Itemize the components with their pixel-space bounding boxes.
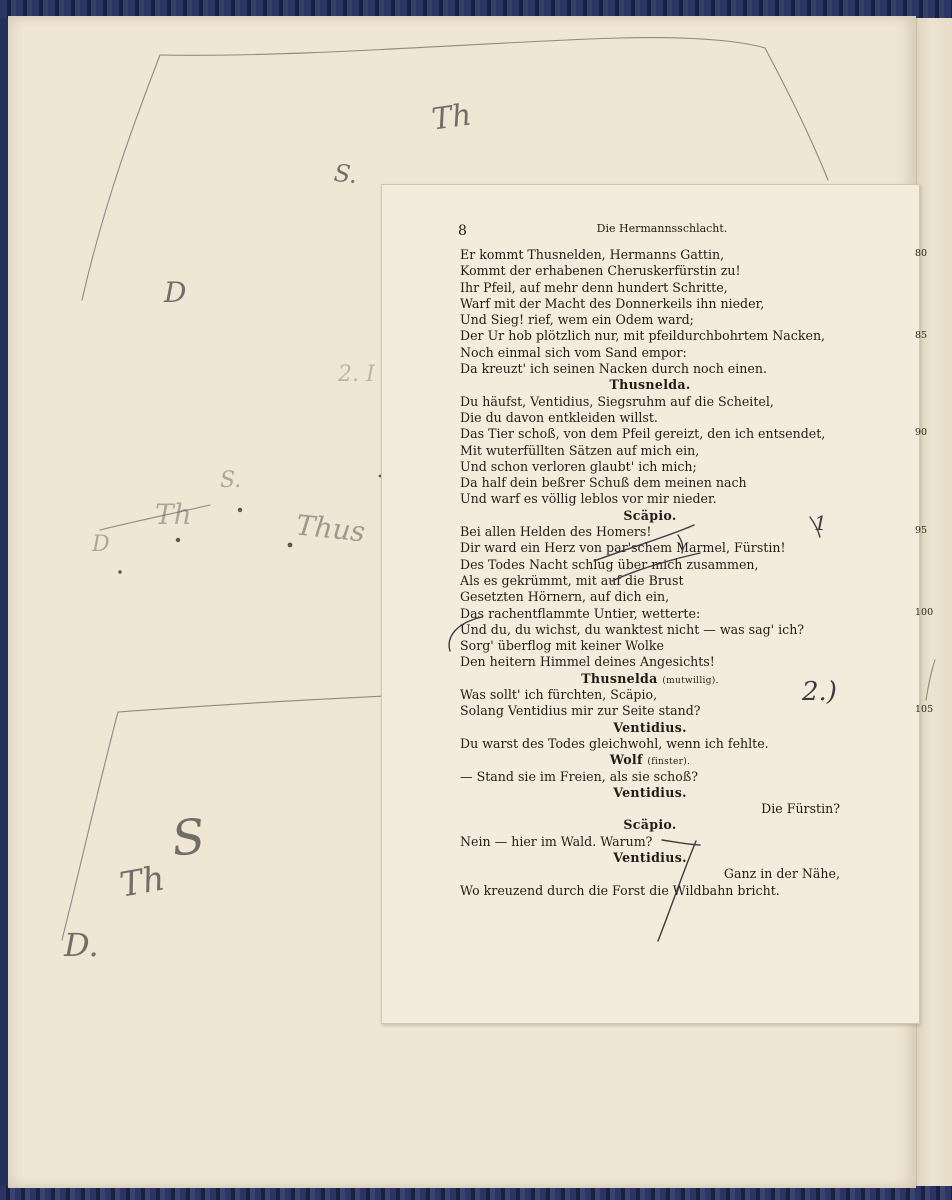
- line-text: Da kreuzt' ich seinen Nacken durch noch einen.: [460, 361, 767, 377]
- verse-line: [460, 394, 840, 410]
- pencil-note-th-top: Th: [429, 97, 474, 138]
- verse-line: [460, 443, 840, 459]
- pencil-note-thus-mid: Thus: [294, 508, 367, 549]
- line-text: Kommt der erhabenen Cheruskerfürstin zu!: [460, 263, 741, 279]
- line-number: 95: [915, 525, 928, 537]
- line-text: Wolf: [609, 752, 643, 768]
- page-number: 8: [458, 223, 467, 239]
- stage-direction: (mutwillig).: [662, 675, 719, 686]
- verse-line: [460, 769, 840, 785]
- verse-line: [460, 426, 840, 442]
- verse-line: [460, 361, 840, 377]
- speaker-name: [460, 817, 840, 833]
- line-text: Und schon verloren glaubt' ich mich;: [460, 458, 697, 474]
- running-head: Die Hermannsschlacht.: [596, 222, 728, 235]
- pencil-note-th-mid: Th: [155, 498, 192, 531]
- line-text: — Stand sie im Freien, als sie schoß?: [460, 768, 699, 784]
- line-text: Ventidius.: [613, 784, 687, 800]
- line-text: Den heitern Himmel deines Angesichts!: [460, 654, 715, 670]
- verse-line: [460, 687, 840, 703]
- line-text: Bei allen Helden des Homers!: [460, 524, 652, 540]
- page-gutter-strip: [916, 18, 952, 1186]
- verse-line: [460, 801, 840, 817]
- line-number: 105: [915, 704, 934, 716]
- verse-line: [460, 459, 840, 475]
- verse-line: [460, 589, 840, 605]
- line-text: Sorg' überflog mit keiner Wolke: [460, 638, 664, 654]
- pencil-note-s-lower: S: [169, 808, 208, 868]
- verse-line: [460, 312, 840, 328]
- verse-line: [460, 606, 840, 622]
- verse-line: [460, 703, 840, 719]
- line-text: Gesetzten Hörnern, auf dich ein,: [460, 589, 670, 605]
- verse-line: [460, 622, 840, 638]
- line-text: Solang Ventidius mir zur Seite stand?: [460, 703, 701, 719]
- line-text: Noch einmal sich vom Sand empor:: [460, 344, 687, 360]
- line-text: Thusnelda: [581, 670, 658, 686]
- ink-tick-one: 1: [814, 511, 827, 535]
- line-text: Du häufst, Ventidius, Siegsruhm auf die Scheitel,: [460, 393, 774, 409]
- line-text: Dir ward ein Herz von par'schem Marmel, Fürstin!: [460, 540, 786, 556]
- speaker-name: [460, 377, 840, 393]
- line-number: 90: [915, 427, 928, 439]
- line-text: Das Tier schoß, von dem Pfeil gereizt, den ich entsendet,: [460, 426, 826, 442]
- line-text: Nein — hier im Wald. Warum?: [460, 833, 653, 849]
- verse-line: [460, 866, 840, 882]
- printed-sheet: [381, 184, 934, 1024]
- line-text: Die Fürstin?: [761, 801, 840, 817]
- pencil-note-s-top: S.: [332, 158, 359, 190]
- line-text: Und warf es völlig leblos vor mir nieder.: [460, 491, 717, 507]
- line-number: 100: [915, 606, 934, 618]
- line-text: Thusnelda.: [609, 377, 691, 393]
- verse-line: [460, 638, 840, 654]
- line-text: Der Ur hob plötzlich nur, mit pfeildurchbohrtem Nacken,: [460, 328, 826, 344]
- pencil-note-d-left: D: [164, 276, 187, 309]
- verse-line: [460, 263, 840, 279]
- verse-line: [460, 883, 840, 899]
- verse-line: [460, 328, 840, 344]
- verse-line: [460, 296, 840, 312]
- pencil-note-s-mid: S.: [220, 468, 242, 493]
- verse-line: [460, 475, 840, 491]
- line-text: Scäpio.: [623, 507, 677, 523]
- line-text: Ventidius.: [613, 849, 687, 865]
- line-text: Ganz in der Nähe,: [723, 866, 840, 882]
- speaker-name: [460, 671, 840, 687]
- verse-line: [460, 410, 840, 426]
- pencil-note-th-lower: Th: [116, 858, 168, 906]
- line-number: 85: [915, 329, 928, 341]
- line-text: Des Todes Nacht schlug über mich zusammen,: [460, 556, 759, 572]
- line-text: Und du, du wichst, du wanktest nicht — was sag' ich?: [460, 621, 805, 637]
- verse-line: [460, 573, 840, 589]
- line-text: Und Sieg! rief, wem ein Odem ward;: [460, 312, 694, 328]
- line-text: Was sollt' ich fürchten, Scäpio,: [460, 687, 658, 703]
- verse-line: [460, 834, 840, 850]
- line-number: 80: [915, 248, 928, 259]
- speaker-name: [460, 508, 840, 524]
- verse-line: [460, 345, 840, 361]
- line-text: Die du davon entkleiden willst.: [460, 409, 658, 425]
- verse-line: [460, 540, 840, 556]
- line-text: Mit wuterfüllten Sätzen auf mich ein,: [460, 442, 700, 458]
- verse-line: [460, 491, 840, 507]
- line-text: Als es gekrümmt, mit auf die Brust: [460, 572, 684, 588]
- speaker-name: [460, 720, 840, 736]
- pencil-note-two-margin: 2. I: [338, 362, 375, 387]
- line-text: Das rachentflammte Untier, wetterte:: [460, 605, 701, 621]
- line-text: Ventidius.: [613, 719, 687, 735]
- speaker-name: [460, 752, 840, 768]
- verse-line: [460, 736, 840, 752]
- line-text: Ihr Pfeil, auf mehr denn hundert Schritte,: [460, 279, 728, 295]
- line-text: Du warst des Todes gleichwohl, wenn ich fehlte.: [460, 735, 769, 751]
- pencil-note-d-lower: D.: [64, 926, 99, 964]
- line-text: Warf mit der Macht des Donnerkeils ihn nieder,: [460, 295, 765, 311]
- verse-line: [460, 280, 840, 296]
- binding-edge-bottom: [0, 1186, 952, 1200]
- ink-circled-two: 2.): [802, 677, 837, 707]
- stage-direction: (finster).: [647, 757, 691, 768]
- speaker-name: [460, 785, 840, 801]
- verse-line: [460, 247, 840, 263]
- speaker-name: [460, 850, 840, 866]
- line-text: Er kommt Thusnelden, Hermanns Gattin,: [460, 247, 725, 262]
- line-text: Scäpio.: [623, 817, 677, 833]
- play-text: [460, 247, 934, 899]
- line-text: Da half dein beßrer Schuß dem meinen nach: [460, 475, 747, 491]
- pencil-note-d-mid: D: [92, 532, 110, 557]
- verse-line: [460, 654, 840, 670]
- line-text: Wo kreuzend durch die Forst die Wildbahn bricht.: [460, 882, 780, 898]
- verse-line: [460, 557, 840, 573]
- verse-line: [460, 524, 840, 540]
